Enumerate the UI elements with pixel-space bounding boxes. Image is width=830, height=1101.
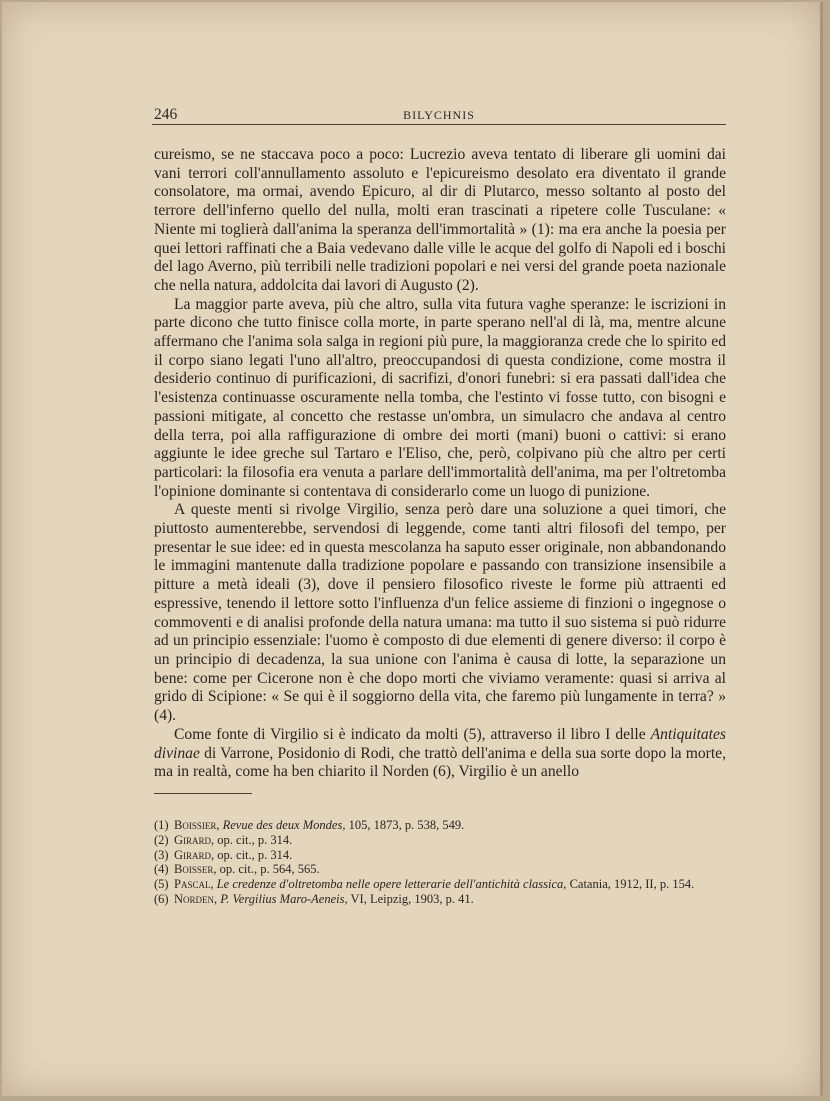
footnote-4 [154,862,726,877]
paragraph-3: A queste menti si rivolge Virgilio, senza però dare una soluzione a quei timori, che piuttosto aumenterebbe, servendosi di leggende, come tanti altri filosofi del tempo, per presentar le sue idee: ed in questa mescolanza ha saputo esser originale, non abbandonando le immagini mantenute dalla tradizione popolare e passando con transizione insensibile a pitture a metà ideali (3), dove il pensiero filosofico riveste le forme più attraenti ed espressive, tenendo il lettore sotto l'influenza d'un felice assieme di finzioni o ingegnose o commoventi e di analisi profonde della natura umana: ma tutto il suo sistema si può ridurre ad un principio essenziale: l'uomo è composto di due elementi di genere diverso: il corpo è un principio di decadenza, la sua unione con l'anima è causa di lotte, la separazione un bene: come per Cicerone non è che dopo morti che viviamo veramente: quasi si arriva al grido di Scipione: « Se qui è il soggiorno della vita, che faremo più lungamente in terra? » (4). [154,501,726,725]
footnote-number: (1) [154,818,169,832]
footnote-reference: Catania, 1912, II, p. 154. [569,877,695,892]
footnote-reference: VI, Leipzig, 1903, p. 41. [350,891,474,906]
footnote-reference: op. cit., p. 564, 565. [219,862,320,877]
paragraph-1: cureismo, se ne staccava poco a poco: Lucrezio aveva tentato di liberare gli uomini dai vani terrori coll'annullamento assoluto e l'epicureismo desolato era diventato il grande consolatore, ma ormai, avendo Epicuro, al dir di Plutarco, messo soltanto al posto del terrore dell'inferno quello del nulla, molti eran trascinati a ripetere colle Tusculane: « Niente mi toglierà dall'anima la speranza dell'immortalità » (1): ma era anche la poesia per quei lettori raffinati che a Baia vedevano dalle ville le acque del golfo di Napoli ed i boschi del lago Averno, più terribili nelle tradizioni popolari e nei versi del grande poeta nazionale che nella natura, addolcita dai lavori di Augusto (2). [154,146,726,294]
footnote-number: (4) [154,862,169,877]
footnote-number: (5) [154,877,169,892]
footnote-3 [154,848,726,863]
footnote-number: (6) [154,891,169,906]
paragraph-4-end: di Varrone, Posidonio di Rodi, che trattò dell'anima e della sua sorte dopo la morte, ma in realtà, come ha ben chiarito il Norden (6), Virgilio è un anello [154,744,726,781]
body-text [154,146,726,782]
paragraph-2: La maggior parte aveva, più che altro, sulla vita futura vaghe speranze: le iscrizioni in parte dicono che tutto finisce colla morte, in parte sperano nell'al di là, ma, mentre alcune affermano che l'anima sola salga in regioni più pure, la maggioranza crede che lo spirito ed il corpo siano legati l'uno all'altro, preoccupandosi di questa condizione, come mostra il desiderio continuo di purificazioni, di sacrifizi, d'onori funebri: si era passati dall'idea che l'esistenza continuasse oscuramente nella tomba, che l'estinto vi fosse tutto, con bisogni e passioni mitigate, al concetto che restasse un'ombra, un simulacro che andava al centro della terra, poi alla raffigurazione di ombre dei morti (mani) buoni o cattivi: si erano aggiunte le idee greche sul Tartaro e l'Eliso, che, però, colpivano più che altro per certi particolari: la filosofia era venuta a parlare dell'immortalità dell'anima, ma per l'oltretomba l'opinione dominante si contentava di considerarlo come un luogo di punizione. [154,295,726,500]
footnote-title: Le credenze d'oltretomba nelle opere letterarie dell'antichità classica, [216,877,567,892]
footnotes [154,818,726,907]
footnote-author: Boissier, [174,818,220,832]
page-number: 246 [154,106,178,123]
footnote-author: Girard, [174,832,215,847]
footnote-author: Girard, [174,847,215,862]
page-header [152,102,726,125]
footnote-6 [154,892,726,907]
footnote-1 [154,818,726,833]
footnote-author: Pascal, [174,877,214,892]
work-title-antiquitates: Antiquitates divinae [154,725,726,762]
paragraph-4 [154,726,726,782]
footnote-title: P. Vergilius Maro-Aeneis, [220,891,348,906]
paragraph-4-start: Come fonte di Virgilio si è indicato da molti (5), attraverso il libro I delle [174,725,651,743]
footnote-author: Norden, [174,891,218,906]
footnote-5 [154,877,726,892]
running-head: BILYCHNIS [403,108,475,122]
footnote-number: (2) [154,832,169,847]
book-page [2,2,823,1096]
footnote-number: (3) [154,847,169,862]
footnote-title: Revue des deux Mondes, [222,818,346,832]
footnote-2 [154,833,726,848]
footnote-author: Boisser, [174,862,217,877]
footnote-separator [154,793,252,794]
footnote-reference: op. cit., p. 314. [217,847,293,862]
footnote-reference: 105, 1873, p. 538, 549. [348,818,465,832]
footnote-reference: op. cit., p. 314. [217,832,293,847]
